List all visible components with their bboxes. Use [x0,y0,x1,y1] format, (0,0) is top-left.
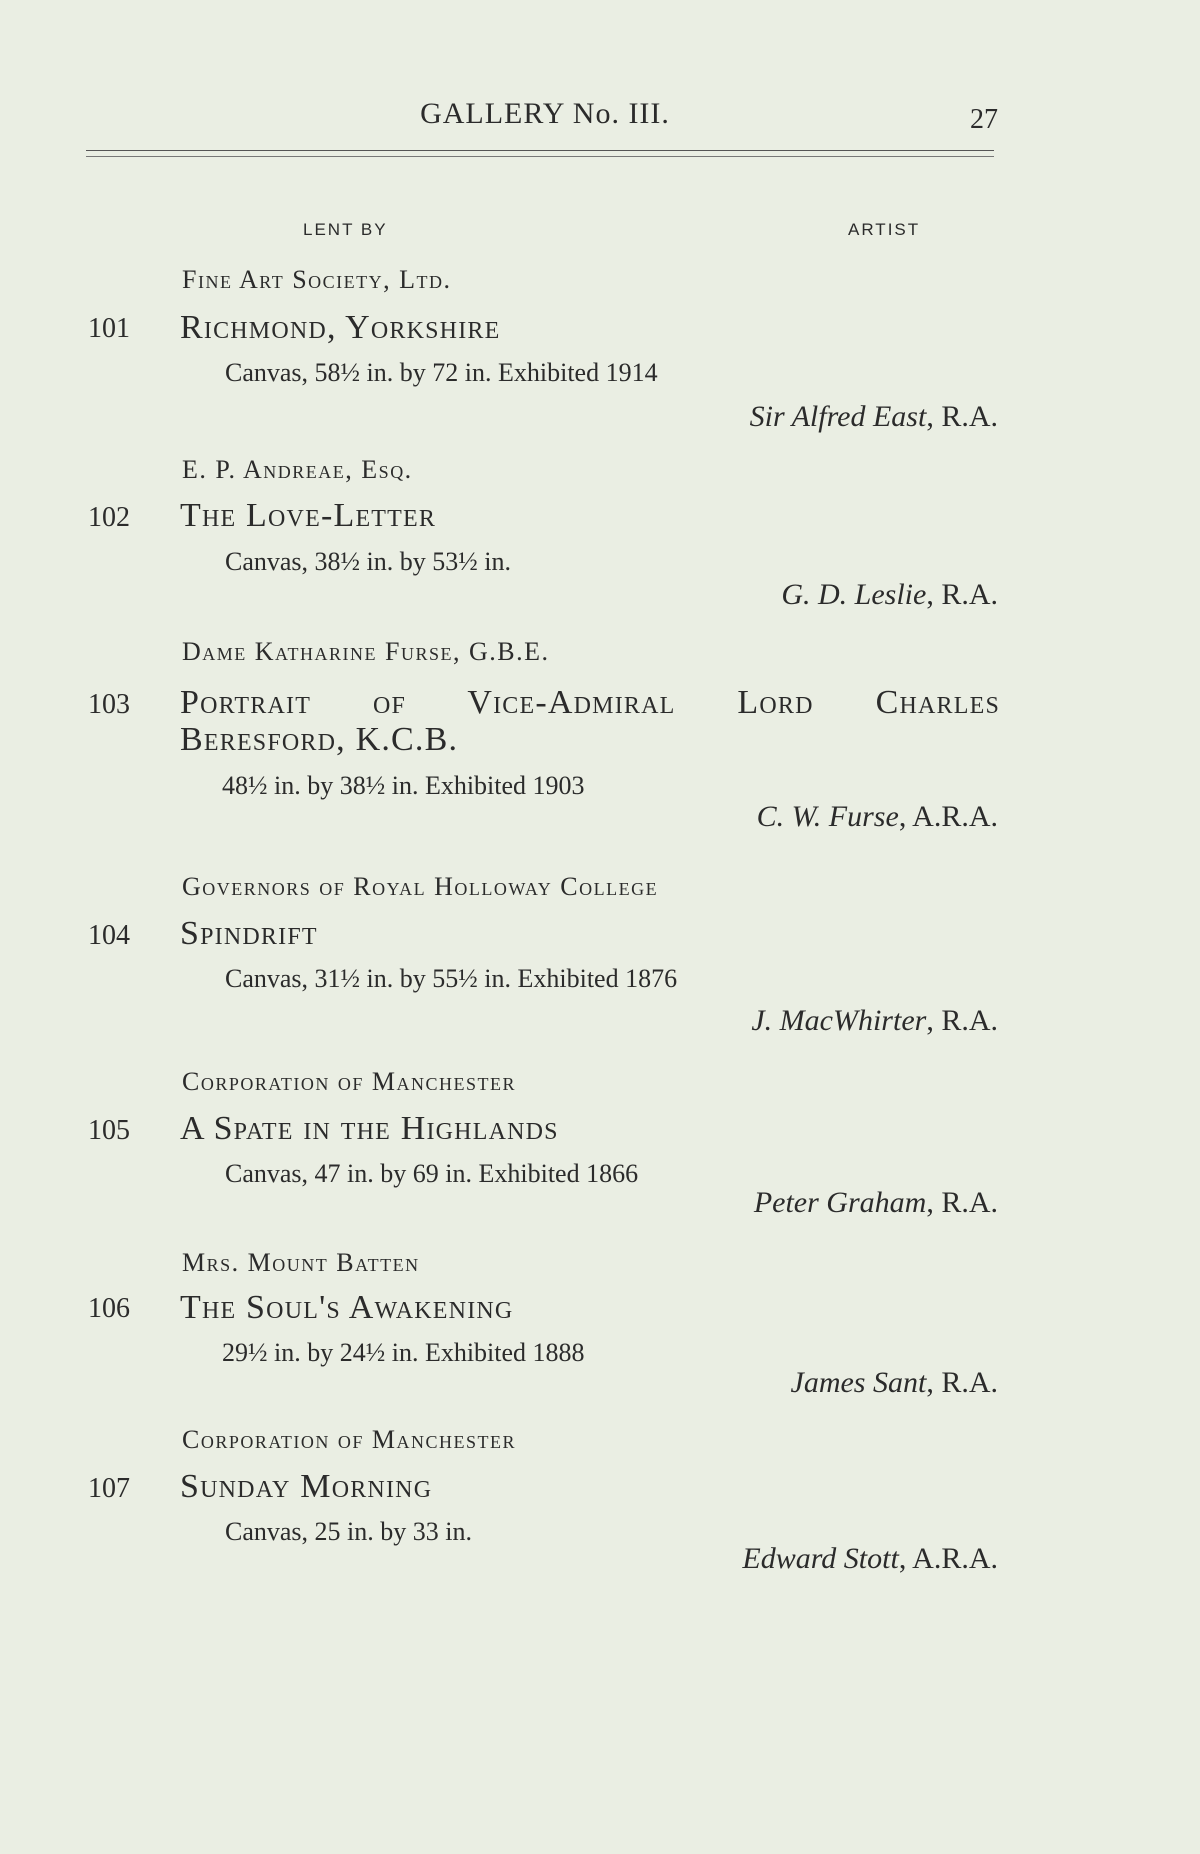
artist-honour: , R.A. [926,400,998,433]
entry-artist [754,1186,998,1220]
entry-title: The Love-Letter [180,497,437,534]
entry-details: Canvas, 58½ in. by 72 in. Exhibited 1914 [225,358,658,387]
entry-title-continued: Beresford, K.C.B. [180,721,459,758]
entry-lender: Mrs. Mount Batten [182,1248,420,1277]
entry-artist [742,1542,998,1576]
entry-details: 48½ in. by 38½ in. Exhibited 1903 [222,771,585,800]
entry-title: Spindrift [180,915,318,952]
artist-honour: , A.R.A. [898,1542,998,1575]
entry-details: Canvas, 38½ in. by 53½ in. [225,547,511,576]
entry-number: 106 [88,1293,130,1324]
artist-name: G. D. Leslie [781,578,927,611]
entry-lender: Dame Katharine Furse, G.B.E. [182,637,550,666]
page-header-title: GALLERY No. III. [420,97,670,130]
entry-number: 102 [88,502,130,533]
entry-lender: Governors of Royal Holloway College [182,872,659,901]
header-rule-secondary [86,156,994,157]
entry-artist [751,1004,998,1038]
entry-lender: Corporation of Manchester [182,1067,516,1096]
artist-name: Peter Graham [753,1186,927,1219]
entry-artist [791,1366,999,1400]
entry-details: Canvas, 25 in. by 33 in. [225,1517,472,1546]
artist-honour: , R.A. [926,1186,998,1219]
entry-artist [781,578,998,612]
entry-title: The Soul's Awakening [180,1289,514,1326]
entry-title: Portrait of Vice-Admiral Lord Charles [180,684,1000,721]
entry-artist [757,800,998,834]
entry-number: 101 [88,313,130,344]
artist-honour: , R.A. [926,1366,998,1399]
artist-honour: , A.R.A. [898,800,998,833]
entry-number: 105 [88,1115,130,1146]
artist-column-label: ARTIST [848,220,921,239]
entry-title: Sunday Morning [180,1468,433,1505]
entry-details: Canvas, 31½ in. by 55½ in. Exhibited 1876 [225,964,678,993]
entry-details: Canvas, 47 in. by 69 in. Exhibited 1866 [225,1159,639,1188]
entry-number: 103 [88,689,130,720]
lent-by-column-label: LENT BY [303,220,388,239]
artist-honour: , R.A. [926,1004,998,1037]
entry-lender: E. P. Andreae, Esq. [182,455,413,484]
artist-name: C. W. Furse [756,800,899,833]
entry-title: Richmond, Yorkshire [180,309,501,346]
entry-lender: Fine Art Society, Ltd. [182,265,452,294]
entry-artist [750,400,998,434]
header-rule [86,150,994,151]
entry-lender: Corporation of Manchester [182,1425,516,1454]
page-number: 27 [970,104,998,135]
entry-title: A Spate in the Highlands [180,1110,559,1147]
artist-name: J. MacWhirter [751,1004,927,1037]
entry-number: 107 [88,1473,130,1504]
entry-number: 104 [88,920,130,951]
artist-name: Sir Alfred East [749,400,927,433]
entry-details: 29½ in. by 24½ in. Exhibited 1888 [222,1338,585,1367]
artist-name: James Sant [790,1366,927,1399]
artist-name: Edward Stott [742,1542,899,1575]
artist-honour: , R.A. [926,578,998,611]
